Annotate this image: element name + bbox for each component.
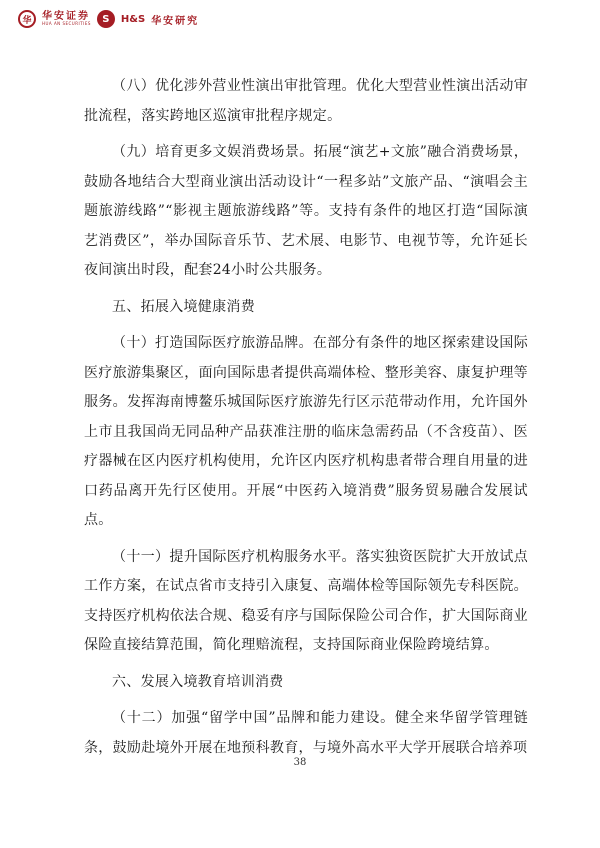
hs-logo-icon: S	[97, 10, 115, 28]
huaan-logo-text	[42, 12, 91, 26]
huaan-logo-icon: 华	[18, 10, 36, 28]
paragraph-8: （八）优化涉外营业性演出审批管理。优化大型营业性演出活动审批流程，落实跨地区巡演审批程序规定。	[84, 78, 528, 124]
logo-left-en: HUA AN SECURITIES	[42, 21, 91, 26]
logo-right-mark: H&S	[120, 13, 146, 25]
logo-left-cn: 华安证券	[42, 11, 90, 22]
page-header	[18, 8, 199, 30]
paragraph-11: （十一）提升国际医疗机构服务水平。落实独资医院扩大开放试点工作方案，在试点省市支持引入康复、高端体检等国际领先专科医院。支持医疗机构依法合规、稳妥有序与国际保险公司合作，扩大国际商业保险直接结算范围，简化理赔流程，支持国际商业保险跨境结算。	[84, 548, 528, 653]
section-heading-6: 六、发展入境教育培训消费	[112, 673, 284, 690]
section-heading-5: 五、拓展入境健康消费	[112, 298, 255, 315]
paragraph-12: （十二）加强“留学中国”品牌和能力建设。健全来华留学管理链条，鼓励赴境外开展在地预科教育，与境外高水平大学开展联合培养项	[84, 710, 528, 756]
paragraph-10: （十）打造国际医疗旅游品牌。在部分有条件的地区探索建设国际医疗旅游集聚区，面向国际患者提供高端体检、整形美容、康复护理等服务。发挥海南博鳌乐城国际医疗旅游先行区示范带动作用，允许国外上市且我国尚无同品种产品获准注册的临床急需药品（不含疫苗）、医疗器械在区内医疗机构使用，允许区内医疗机构患者带合理自用量的进口药品离开先行区使用。开展“中医药入境消费”服务贸易融合发展试点。	[84, 335, 528, 528]
logo-right-cn: 华安研究	[151, 15, 200, 27]
paragraph-9: （九）培育更多文娱消费场景。拓展“演艺+文旅”融合消费场景，鼓励各地结合大型商业演出活动设计“一程多站”文旅产品、“演唱会主题旅游线路”“影视主题旅游线路”等。支持有条件的地区打造“国际演艺消费区”，举办国际音乐节、艺术展、电影节、电视节等，允许延长夜间演出时段，配套24小时公共服务。	[84, 144, 528, 278]
page-number: 38	[293, 757, 307, 768]
document-body	[84, 72, 528, 770]
